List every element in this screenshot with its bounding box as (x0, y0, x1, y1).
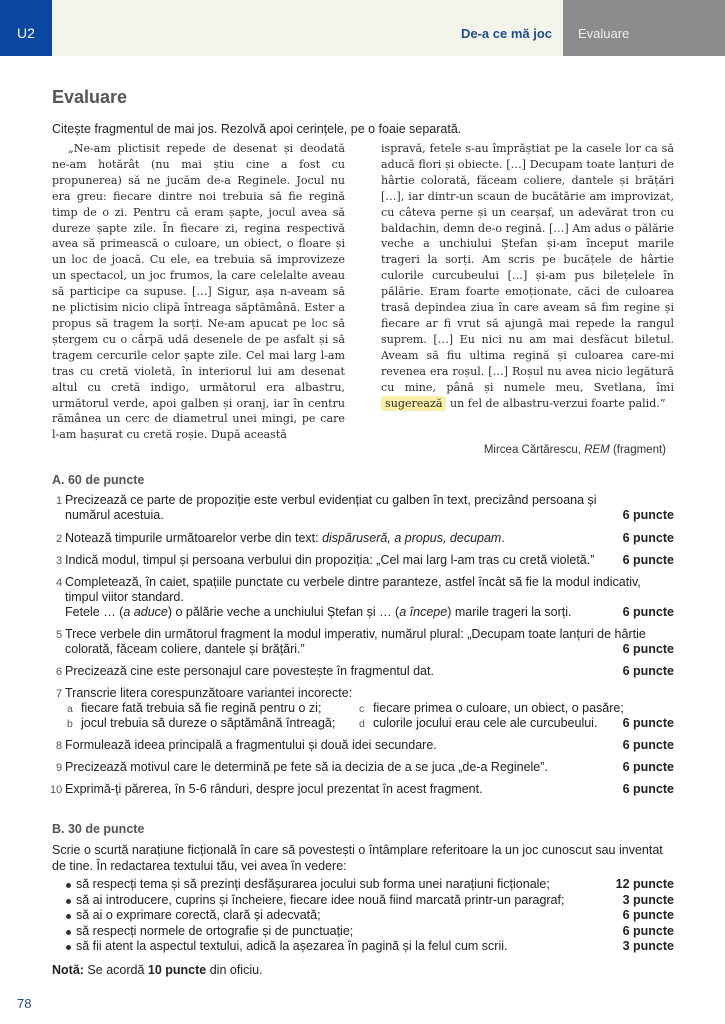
exercise-text: Notează timpurile următoarelor verbe din text: (65, 531, 323, 545)
criterion-text: să ai introducere, cuprins și încheiere, fiecare idee nouă fiind marcată printr-un paragraf; (76, 892, 565, 907)
exercise-5 (52, 627, 674, 657)
exercise-points: 6 puncte (622, 716, 674, 730)
exercise-points: 6 puncte (622, 553, 674, 567)
exercise-text: Exprimă-ți părerea, în 5-6 rânduri, despre jocul prezentat în acest fragment. (65, 782, 483, 796)
criterion (66, 924, 674, 940)
fragment-left-column (52, 141, 345, 443)
note (52, 963, 263, 977)
option-b (65, 716, 357, 731)
exercise-number: 9 (56, 762, 63, 774)
exercise-2 (52, 531, 674, 546)
example-part: Fetele … ( (65, 605, 124, 619)
exercise-number: 2 (56, 533, 63, 545)
exercise-number: 10 (50, 784, 63, 796)
section-b-text: Scrie o scurtă narațiune ficțională în care să povestești o întâmplare referitoare la un joc cunoscut sau inventat de tine. În redactarea textului tău, vei avea în vedere: (52, 843, 663, 873)
exercise-number: 5 (56, 629, 63, 641)
criterion-points: 3 puncte (622, 892, 674, 907)
exercise-points: 6 puncte (622, 760, 674, 774)
exercise-text: Transcrie litera corespunzătoare variantei incorecte: (65, 686, 353, 700)
highlighted-verb: sugerează (381, 396, 446, 411)
instruction-text: Citește fragmentul de mai jos. Rezolvă apoi cerințele, pe o foaie separată. (52, 122, 462, 136)
criterion-text: să ai o exprimare corectă, clară și adecvată; (76, 908, 321, 923)
note-text: Se acordă (83, 963, 148, 977)
exercise-number: 1 (56, 495, 63, 507)
criterion (66, 939, 674, 955)
source-suffix: (fragment) (609, 444, 666, 456)
option-letter: d (359, 718, 365, 730)
criterion-text: să respecți normele de ortografie și de punctuație; (76, 923, 354, 938)
exercise-9 (52, 760, 674, 775)
option-letter: a (67, 703, 73, 715)
exercise-3 (52, 553, 674, 568)
page-header (0, 0, 725, 56)
page-title: Evaluare (52, 87, 128, 107)
exercise-number: 6 (56, 666, 63, 678)
source-title: REM (584, 444, 610, 456)
option-a (65, 701, 357, 716)
unit-label: U2 (0, 0, 52, 56)
option-letter: c (359, 703, 365, 715)
exercise-text: Precizează cine este personajul care povestește în fragmentul dat. (65, 664, 434, 678)
section-a-heading: A. 60 de puncte (52, 473, 145, 487)
exercise-points: 6 puncte (622, 605, 674, 619)
fragment-left-text: „Ne-am plictisit repede de desenat și deodată ne-am hotărât (nu mai știu cine a fost cu propunerea) să ne jucăm de-a Reginele. Jocul nu era greu: fiecare dintre noi trebuia să fie regină timp de o zi. Pentru că eram șapte, jocul avea să dureze șapte zile. În fiecare zi, regina respectivă avea să primească o culoare, un obiect, o floare și un loc de joacă. Cu ele, ea trebuia să improvizeze un spectacol, un joc frumos, la care celelalte aveau să participe ca supuse. […] Sigur, așa n-aveam să ne plictisim nicio clipă întreaga săptămână. Ester a propus să tragem la sorți. Ne-am apucat pe loc să ștergem cu o cârpă udă desenele de pe asfalt și să tragem cercurile celor șapte zile. Cel mai larg l-am tras cu cretă violetă, în interiorul lui am desenat altul cu cretă indigo, următorul era albastru, următorul verde, apoi galben și oranj, iar în centru rămânea un cerc de diametrul unei mingi, pe care l-am hașurat cu cretă roșie. După această (52, 142, 345, 442)
criterion-points: 12 puncte (615, 877, 674, 891)
criterion (66, 877, 674, 893)
criterion (66, 893, 674, 909)
fragment-right-column (381, 141, 674, 443)
exercise-number: 8 (56, 740, 63, 752)
exercise-number: 7 (56, 688, 63, 700)
criterion-points: 6 puncte (622, 908, 674, 923)
exercise-example (65, 605, 602, 620)
exercise-number: 3 (56, 555, 63, 567)
exercise-text: Completează, în caiet, spațiile punctate cu verbele dintre paranteze, astfel încât să fie la modul indicativ, timpul viitor standard. (65, 575, 641, 604)
exercise-points: 6 puncte (622, 738, 674, 752)
option-c (357, 701, 674, 716)
option-text: culorile jocului erau cele ale curcubeului. (373, 716, 598, 730)
exercise-points: 6 puncte (622, 508, 674, 522)
note-points: 10 puncte (147, 963, 207, 977)
section-tab: Evaluare (563, 0, 725, 56)
criterion (66, 908, 674, 924)
exercise-points: 6 puncte (622, 664, 674, 678)
example-part: ) o pălărie veche a unchiului Ștefan și … ( (167, 605, 400, 619)
page-number: 78 (17, 996, 32, 1011)
note-label: Notă: (52, 963, 84, 977)
fragment-source (484, 444, 666, 456)
exercise-text: Indică modul, timpul și persoana verbului din propoziția: „Cel mai larg l-am tras cu cretă violetă.” (65, 553, 595, 567)
exercise-7 (52, 686, 674, 731)
exercise-text-end: . (501, 531, 505, 545)
exercise-number: 4 (56, 577, 63, 589)
exercise-4 (52, 575, 674, 620)
section-a-items (52, 493, 674, 804)
exercise-text: Precizează ce parte de propoziție este verbul evidențiat cu galben în text, precizând persoana și numărul acestuia. (65, 493, 597, 522)
exercise-points: 6 puncte (622, 531, 674, 545)
answer-options (65, 701, 624, 731)
exercise-text: Trece verbele din următorul fragment la modul imperativ, numărul plural: „Decupam toate lanțuri de hârtie colorată, făceam coliere, dantele și brățări.” (65, 627, 646, 656)
fragment-right-text (381, 141, 674, 411)
criterion-points: 6 puncte (622, 923, 674, 938)
exercise-text: Formulează ideea principală a fragmentului și două idei secundare. (65, 738, 437, 752)
literary-fragment (52, 141, 674, 443)
exercise-10 (52, 782, 674, 797)
exercise-1 (52, 493, 674, 523)
example-verb: a aduce (123, 605, 168, 619)
option-text: fiecare primea o culoare, un obiect, o pasăre; (373, 701, 624, 715)
grading-criteria (66, 877, 674, 955)
example-part: ) marile trageri la sorți. (447, 605, 572, 619)
criterion-points: 3 puncte (622, 939, 674, 954)
exercise-verbs: dispăruseră, a propus, decupam (322, 531, 502, 545)
exercise-text: Precizează motivul care le determină pe fete să ia decizia de a se juca „de-a Reginele”. (65, 760, 548, 774)
fragment-right-text-before: ispravă, fetele s-au împrăștiat pe la casele lor ca să aducă flori și obiecte. […] Decupam toate lanțuri de hârtie colorată, făceam coliere, dantele și brățări […], iar dintr-un scaun de bucătărie am improvizat, cu câteva perne și un cearșaf, un adevărat tron cu baldachin, demn de-o regină. […] Am adus o pălărie veche a unchiului Ștefan și-am început marile trageri la sorți. Am scris pe bucățele de hârtie culorile curcubeului […] și-am pus bilețelele în pălărie. Eram foarte emoționate, căci de culoarea trasă depindea ziua în care aveam să fim regine și fiecare ar fi vrut să ajungă mai repede la rangul suprem. […] Eu nici nu am mai desfăcut biletul. Aveam să fiu ultima regină și culoarea care-mi revenea era roșul. […] Roșul nu avea nicio legătură cu mine, până și numele meu, Svetlana, îmi (381, 142, 674, 394)
exercise-points: 6 puncte (622, 782, 674, 796)
chapter-title: De-a ce mă joc (460, 25, 552, 41)
option-text: jocul trebuia să dureze o săptămână întreagă; (81, 716, 336, 730)
option-d (357, 716, 602, 731)
option-letter: b (67, 718, 73, 730)
exercise-points: 6 puncte (622, 642, 674, 656)
option-text: fiecare fată trebuia să fie regină pentru o zi; (81, 701, 322, 715)
example-verb: a începe (399, 605, 448, 619)
exercise-6 (52, 664, 674, 679)
section-b-heading: B. 30 de puncte (52, 822, 145, 836)
fragment-right-text-after: un fel de albastru-verzui foarte palid.” (446, 396, 666, 410)
criterion-text: să respecți tema și să prezinți desfășurarea jocului sub forma unei narațiuni ficționale; (76, 877, 550, 891)
note-text-end: din oficiu. (206, 963, 263, 977)
exercise-8 (52, 738, 674, 753)
source-author: Mircea Cărtărescu, (483, 444, 585, 456)
criterion-text: să fii atent la aspectul textului, adică la așezarea în pagină și la felul cum scrii. (76, 939, 508, 954)
